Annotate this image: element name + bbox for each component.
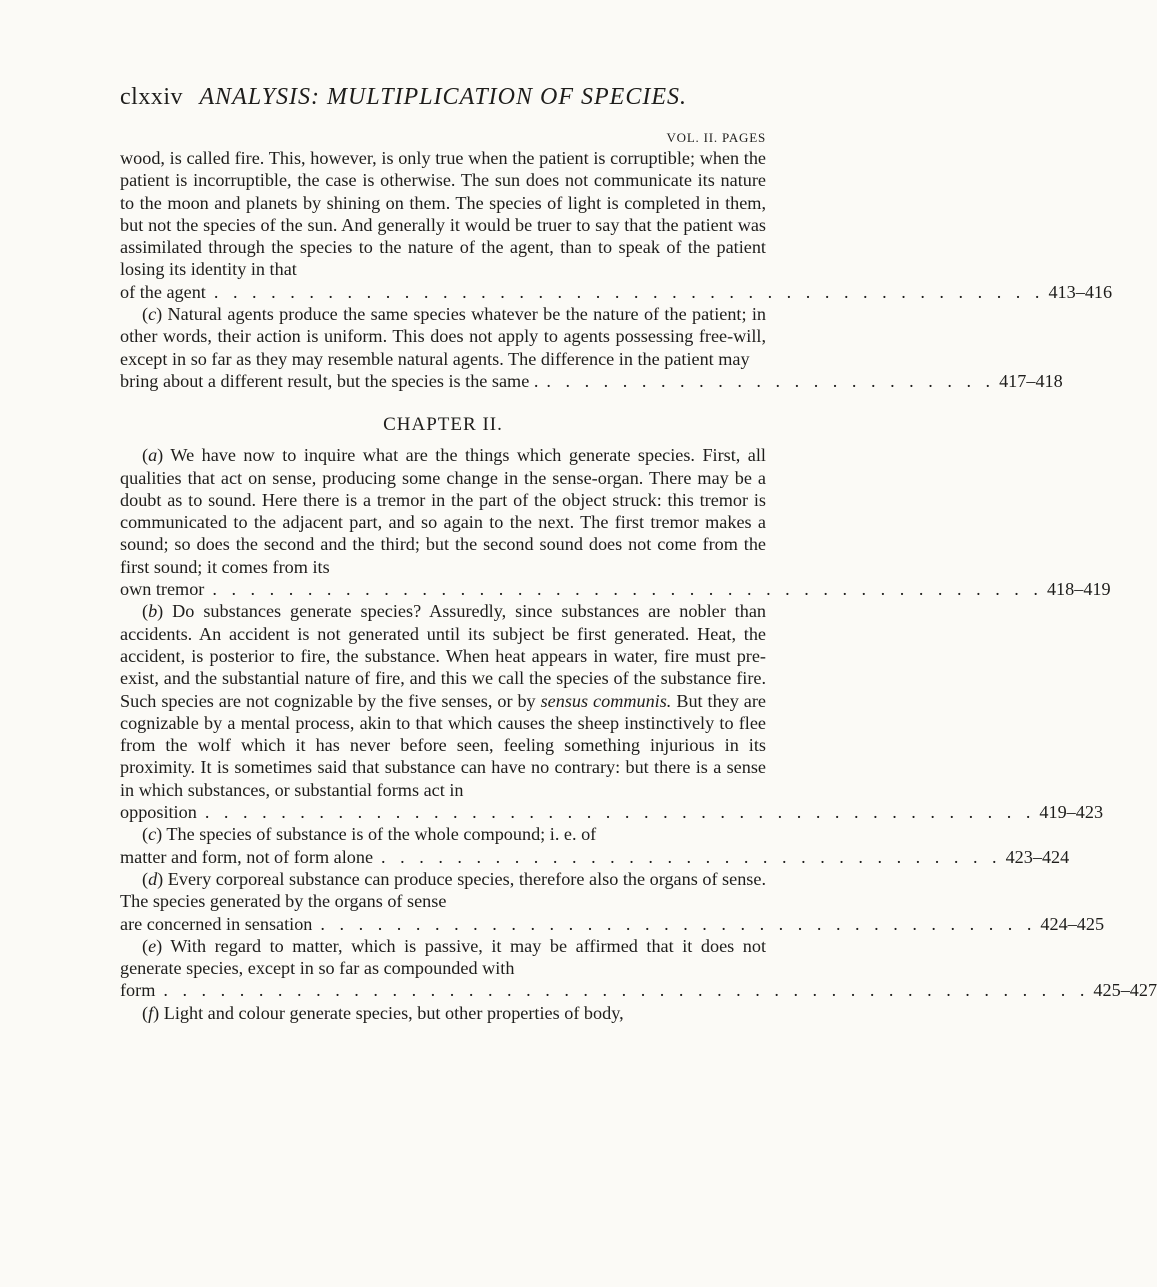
reference-lead: matter and form, not of form alone bbox=[120, 846, 374, 867]
reference-lead: opposition bbox=[120, 802, 197, 823]
paragraph-body: With regard to matter, which is passive, it may be affirmed that it does not generate species, except in so far as compounded with bbox=[120, 935, 766, 979]
paragraph-c: (c) The species of substance is of the whole compound; i. e. of bbox=[142, 824, 597, 845]
latin-term: sensus communis. bbox=[540, 690, 672, 711]
paragraph-label: c bbox=[148, 304, 157, 325]
page-range: 418–419 bbox=[1046, 579, 1111, 600]
paragraph-label: c bbox=[148, 824, 157, 845]
column-label: VOL. II. PAGES bbox=[666, 130, 766, 145]
page-reference-line bbox=[120, 578, 1111, 600]
dot-leader: . . . . . . . . . . . . . . . . . . . . . . . . . . . . . . . . . . . . . . . . . . . . . . . . . bbox=[163, 980, 1090, 1001]
reference-lead: own tremor bbox=[120, 579, 205, 600]
page-range: 425–427 bbox=[1093, 980, 1157, 1001]
paragraph-body: wood, is called fire. This, however, is only true when the patient is corruptible; when the patient is incorruptible, the case is otherwise. The sun does not communicate its nature to the moon and planets by shining on them. The species of light is completed in them, but not the species of the sun. And generally it would be truer to say that the patient was assimilated through the species to the nature of the agent, than to speak of the patient losing its identity in that bbox=[120, 148, 766, 280]
dot-leader: . . . . . . . . . . . . . . . . . . . . . . . . . . . . . . . . . . . . . . . . . . . . bbox=[213, 281, 1045, 302]
paragraph-c: (c) Natural agents produce the same species whatever be the nature of the patient; in other words, their action is uniform. This does not apply to agents possessing free-will, except in so far as they may resemble natural agents. The difference in the patient may bbox=[120, 304, 766, 369]
paragraph-body: Light and colour generate species, but other properties of body, bbox=[163, 1002, 624, 1023]
page-range: 417–418 bbox=[999, 370, 1063, 391]
page-reference-line bbox=[120, 979, 1157, 1001]
running-title: ANALYSIS: MULTIPLICATION OF SPECIES. bbox=[199, 84, 687, 110]
body-text bbox=[120, 147, 1157, 1024]
page-reference-line bbox=[120, 281, 1113, 303]
paragraph-e: (e) With regard to matter, which is passive, it may be affirmed that it does not generate species, except in so far as compounded with bbox=[120, 935, 766, 979]
paragraph-body: The species of substance is of the whole compound; i. e. of bbox=[166, 824, 597, 845]
paragraph-f: (f) Light and colour generate species, but other properties of body, bbox=[142, 1002, 624, 1023]
page-folio: clxxiv bbox=[120, 84, 183, 110]
paragraph-body: Every corporeal substance can produce species, therefore also the organs of sense. The species generated by the organs of sense bbox=[120, 868, 767, 912]
page-reference-line bbox=[120, 801, 1104, 823]
paragraph-label: e bbox=[148, 935, 157, 956]
reference-lead: are concerned in sensation bbox=[120, 913, 313, 934]
paragraph-body-continued: But they are cognizable by a mental process, akin to that which causes the sheep instinctively to flee from the wolf which it has never before seen, feeling something injurious in its proximity. It is sometimes said that substance can have no contrary: but there is a sense in which substances, or substantial forms act in bbox=[120, 690, 767, 800]
paragraph-continued bbox=[120, 147, 766, 281]
page-range: 424–425 bbox=[1040, 913, 1105, 934]
reference-lead: of the agent bbox=[120, 281, 206, 302]
page-range: 423–424 bbox=[1005, 846, 1070, 867]
page-reference-line bbox=[120, 846, 1070, 868]
page-reference-line bbox=[120, 913, 1105, 935]
reference-lead: bring about a different result, but the species is the same . bbox=[120, 370, 539, 391]
paragraph-body: We have now to inquire what are the things which generate species. First, all qualities that act on sense, producing some change in the sense-organ. There may be a doubt as to sound. Here there is a tremor in the part of the object struck: this tremor is communicated to the adjacent part, and so again to the next. The first tremor makes a sound; so does the second and the third; but the second sound does not come from the first sound; it comes from its bbox=[120, 445, 766, 577]
paragraph-label: b bbox=[148, 601, 158, 622]
page-range: 419–423 bbox=[1039, 802, 1104, 823]
paragraph-d: (d) Every corporeal substance can produce species, therefore also the organs of sense. The species generated by the organs of sense bbox=[120, 868, 767, 912]
chapter-heading: CHAPTER II. bbox=[383, 414, 503, 436]
paragraph-label: d bbox=[148, 868, 158, 889]
running-head bbox=[120, 84, 720, 111]
dot-leader: . . . . . . . . . . . . . . . . . . . . . . . . . . . . . . . . . bbox=[381, 846, 1002, 867]
paragraph-b: (b) Do substances generate species? Assuredly, since substances are nobler than accidents. An accident is not generated until its subject be first generated. Heat, the accident, is posterior to fire, the substance. When heat appears in water, fire must pre-exist, and the substantial nature of fire, and this we call the species of the substance fire. Such species are not cognizable by the five senses, or by sensus communis. But they are cognizable by a mental process, akin to that which causes the sheep instinctively to flee from the wolf which it has never before seen, feeling something injurious in its proximity. It is sometimes said that substance can have no contrary: but there is a sense in which substances, or substantial forms act in bbox=[120, 601, 767, 800]
paragraph-label: f bbox=[148, 1002, 154, 1023]
dot-leader: . . . . . . . . . . . . . . . . . . . . . . . . bbox=[546, 370, 996, 391]
paragraph-label: a bbox=[148, 445, 158, 466]
paragraph-body: Do substances generate species? Assuredly, since substances are nobler than accidents. An accident is not generated until its subject be first generated. Heat, the accident, is posterior to fire, the substance. When heat appears in water, fire must pre-exist, and the substantial nature of fire, and this we call the species of the substance fire. Such species are not cognizable by the five senses, or by bbox=[120, 601, 766, 711]
dot-leader: . . . . . . . . . . . . . . . . . . . . . . . . . . . . . . . . . . . . . . . . . . . . bbox=[212, 579, 1043, 600]
reference-lead: form bbox=[120, 980, 156, 1001]
page-range: 413–416 bbox=[1048, 281, 1113, 302]
dot-leader: . . . . . . . . . . . . . . . . . . . . . . . . . . . . . . . . . . . . . . bbox=[320, 913, 1037, 934]
paragraph-a: (a) We have now to inquire what are the things which generate species. First, all qualities that act on sense, producing some change in the sense-organ. There may be a doubt as to sound. Here there is a tremor in the part of the object struck: this tremor is communicated to the adjacent part, and so again to the next. The first tremor makes a sound; so does the second and the third; but the second sound does not come from the first sound; it comes from its bbox=[120, 445, 766, 577]
page-reference-line bbox=[120, 370, 1063, 392]
dot-leader: . . . . . . . . . . . . . . . . . . . . . . . . . . . . . . . . . . . . . . . . . . . . bbox=[204, 802, 1036, 823]
paragraph-body: Natural agents produce the same species whatever be the nature of the patient; in other words, their action is uniform. This does not apply to agents possessing free-will, except in so far as they may resemble natural agents. The difference in the patient may bbox=[120, 304, 766, 369]
